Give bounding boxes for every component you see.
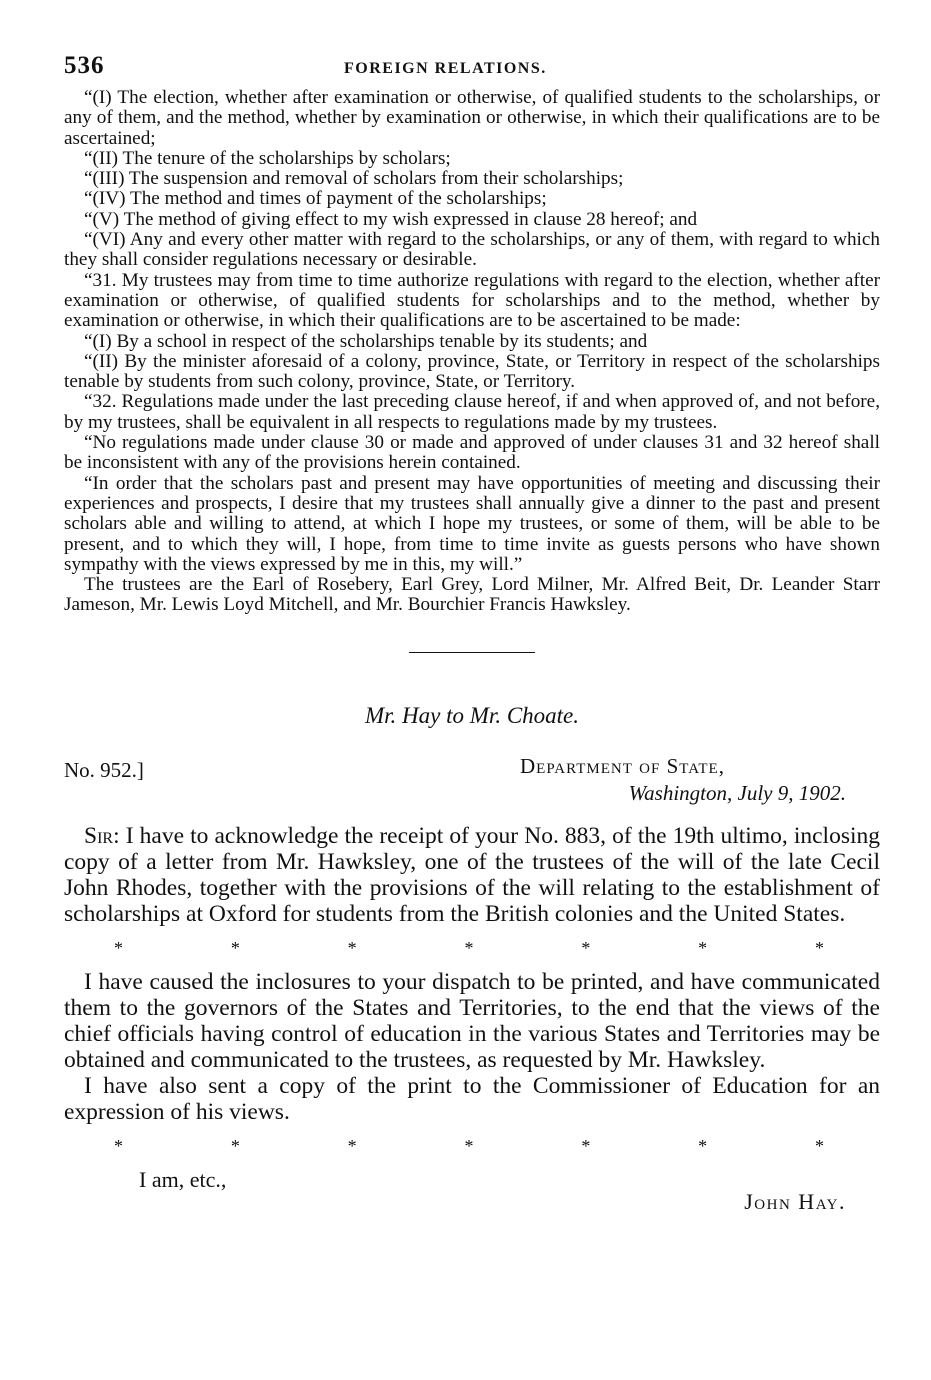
letter-body <box>64 823 880 1227</box>
enclosure-paragraph: “(V) The method of giving effect to my wish expressed in clause 28 hereof; and <box>84 208 698 230</box>
star: * <box>464 937 474 958</box>
letter-heading: Mr. Hay to Mr. Choate. <box>364 702 580 728</box>
letter-department: Department of State, <box>520 753 725 778</box>
enclosure-paragraph: “(VI) Any and every other matter with regard to the scholarships, or any of them, with regard to which they shall consider regulations necessary or desirable. <box>64 229 880 271</box>
star: * <box>698 937 708 958</box>
complimentary-close: I am, etc., <box>139 1166 227 1192</box>
enclosure-paragraph: “(II) The tenure of the scholarships by scholars; <box>84 147 451 169</box>
enclosure-paragraph: “In order that the scholars past and present may have opportunities of meeting and discussing their experiences and prospects, I desire that my trustees shall annually give a dinner to the past and present scholars able and willing to attend, at which I hope my trustees, or some of them, will be able to be present, and to which they will, I hope, from time to time invite as guests persons who have shown sympathy with the views expressed by me in this, my will.” <box>64 472 880 575</box>
star: * <box>581 1135 591 1156</box>
ellipsis-stars <box>64 931 880 965</box>
enclosure-text <box>64 88 880 616</box>
document-page <box>64 52 880 1227</box>
letter-closing <box>64 1167 880 1227</box>
letter-paragraph-text: I have to acknowledge the receipt of your No. 883, of the 19th ultimo, inclosing copy of a letter from Mr. Hawksley, one of the trustees of the will of the late Cecil John Rhodes, together with the provisions of the will relating to the establishment of scholarships at Oxford for students from the British colonies and the United States. <box>64 822 881 927</box>
enclosure-paragraph: The trustees are the Earl of Rosebery, Earl Grey, Lord Milner, Mr. Alfred Beit, Dr. Leander Starr Jameson, Mr. Lewis Loyd Mitchell, and Mr. Bourchier Francis Hawksley. <box>64 574 880 616</box>
enclosure-paragraph: “(IV) The method and times of payment of the scholarships; <box>84 188 547 210</box>
signature: John Hay. <box>744 1188 846 1214</box>
letter-paragraph: I have also sent a copy of the print to the Commissioner of Education for an expression of his views. <box>64 1072 880 1125</box>
page-header <box>64 52 880 88</box>
star: * <box>814 1135 824 1156</box>
letter-number: No. 952.] <box>64 757 144 782</box>
enclosure-paragraph: “32. Regulations made under the last preceding clause hereof, if and when approved of, and not before, by my trustees, shall be equivalent in all respects to regulations made by my trustees. <box>64 391 880 433</box>
star: * <box>114 937 123 958</box>
running-title: FOREIGN RELATIONS. <box>344 60 547 77</box>
star: * <box>347 1135 357 1156</box>
salutation: Sir: <box>84 822 120 849</box>
enclosure-paragraph: “(I) By a school in respect of the scholarships tenable by its students; and <box>84 330 648 352</box>
letter-paragraph: I have caused the inclosures to your dispatch to be printed, and have communicated them to the governors of the States and Territories, to the end that the views of the chief officials having control of education in the various States and Territories may be obtained and communicated to the trustees, as requested by Mr. Hawksley. <box>64 968 880 1073</box>
star: * <box>698 1135 708 1156</box>
enclosure-paragraph: “(II) By the minister aforesaid of a colony, province, State, or Territory in respect of the scholarships tenable by students from such colony, province, State, or Territory. <box>64 350 880 393</box>
letter-dateline <box>64 754 880 818</box>
letter-place-date: Washington, July 9, 1902. <box>628 780 846 805</box>
star: * <box>347 937 357 958</box>
enclosure-paragraph: “31. My trustees may from time to time authorize regulations with regard to the election, whether after examination or otherwise, of qualified students for scholarships and to the method, whether by examination or otherwise, in which their qualifications are to be ascertained to be made: <box>64 269 880 332</box>
enclosure-paragraph: “No regulations made under clause 30 or made and approved of under clauses 31 and 32 hereof shall be inconsistent with any of the provisions herein contained. <box>64 432 880 474</box>
enclosure-paragraph: “(I) The election, whether after examination or otherwise, of qualified students to the scholarships, or any of them, and the method, whether by examination or otherwise, in which their qualifications are to be ascertained; <box>64 87 880 149</box>
star: * <box>230 937 240 958</box>
page-number: 536 <box>64 52 105 79</box>
enclosure-paragraph: “(III) The suspension and removal of scholars from their scholarships; <box>84 168 624 190</box>
star: * <box>814 937 824 958</box>
section-divider <box>409 652 535 653</box>
star: * <box>464 1135 474 1156</box>
star: * <box>230 1135 240 1156</box>
letter-paragraph <box>64 823 880 927</box>
star: * <box>114 1135 123 1156</box>
ellipsis-stars <box>64 1129 880 1163</box>
star: * <box>581 937 591 958</box>
